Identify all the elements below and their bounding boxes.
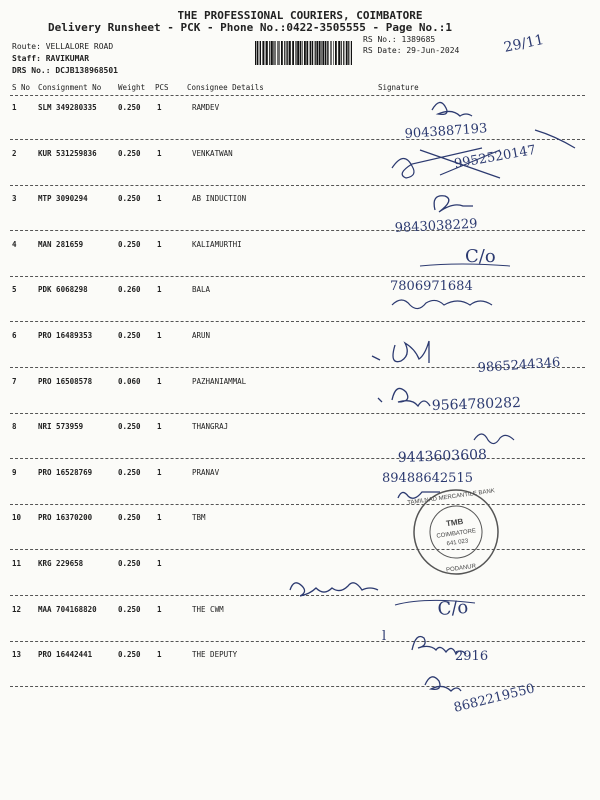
row-consignee: ARUN [192,331,211,340]
row-sno: 9 [12,468,17,477]
row-weight: 0.250 [118,194,141,203]
row-consignee: THE DEPUTY [192,650,238,659]
bank-stamp [406,484,505,579]
row-pcs: 1 [157,513,162,522]
signature-1 [432,102,472,116]
row-sno: 3 [12,194,17,203]
sig-phone-5: 7806971684 [390,279,473,294]
row-divider [10,686,585,687]
row-consignment: MTP 3090294 [38,194,88,203]
signature-7 [378,388,430,406]
sig-phone-2: 9952520147 [453,142,538,172]
row-sno: 2 [12,149,17,158]
row-divider [10,139,585,140]
row-consignment: KRG 229658 [38,559,84,568]
barcode [255,41,355,65]
row-weight: 0.250 [118,513,141,522]
row-weight: 0.250 [118,240,141,249]
col-header-pcs: PCS [155,83,169,92]
row-sno: 6 [12,331,17,340]
stamp-pincode: 641 023 [446,538,469,548]
row-divider [10,367,585,368]
handwritten-mark: 29/11 [502,31,546,56]
row-consignee: BALA [192,285,211,294]
row-consignee: KALIAMURTHI [192,240,242,249]
row-consignment: PRO 16370200 [38,513,93,522]
sig-phone-13: 8682219550 [452,681,537,716]
row-pcs: 1 [157,240,162,249]
sig-co-11: C/o [436,596,469,620]
row-weight: 0.260 [118,285,141,294]
row-consignment: PRO 16528769 [38,468,93,477]
row-consignment: MAA 704168820 [38,605,97,614]
col-header-sno: S No [12,83,31,92]
rs-date: RS Date: 29-Jun-2024 [363,46,460,55]
row-consignment: PRO 16508578 [38,377,93,386]
row-weight: 0.250 [118,468,141,477]
drs-number: DRS No.: DCJB138968501 [12,66,118,75]
sig-phone-1: 9043887193 [404,121,488,142]
row-sno: 10 [12,513,22,522]
row-weight: 0.250 [118,650,141,659]
col-header-consignee: Consignee Details [187,83,264,92]
row-pcs: 1 [157,331,162,340]
sig-phone-3: 9843038229 [394,216,478,236]
signature-13 [425,677,461,691]
row-sno: 4 [12,240,17,249]
row-sno: 7 [12,377,17,386]
stamp-city: COIMBATORE [436,528,477,540]
row-consignee: PAZHANIAMMAL [192,377,247,386]
row-divider [10,504,585,505]
row-weight: 0.250 [118,149,141,158]
row-consignment: PRO 16489353 [38,331,93,340]
col-header-weight: Weight [118,83,146,92]
col-header-signature: Signature [378,83,419,92]
row-pcs: 1 [157,194,162,203]
row-pcs: 1 [157,559,162,568]
row-pcs: 1 [157,468,162,477]
signature-9 [398,492,440,498]
sig-number-12: 2916 [455,649,489,664]
row-divider [10,413,585,414]
row-consignee: RAMDEV [192,103,220,112]
rs-number: RS No.: 1389685 [363,35,436,44]
page-title: THE PROFESSIONAL COURIERS, COIMBATORE [177,9,423,22]
stamp-bottom-text: PODANUR [445,563,477,574]
row-pcs: 1 [157,285,162,294]
signature-12 [412,637,466,655]
row-consignee: TBM [192,513,206,522]
header-divider [10,95,585,96]
row-weight: 0.060 [118,377,141,386]
row-consignment: MAN 281659 [38,240,84,249]
signature-8 [474,434,514,444]
row-consignee: THE CWM [192,605,224,614]
row-weight: 0.250 [118,103,141,112]
sig-phone-6: 9865244346 [477,355,561,376]
row-weight: 0.250 [118,422,141,431]
row-divider [10,641,585,642]
signature-6 [372,341,429,363]
row-consignment: PRO 16442441 [38,650,93,659]
sig-phone-7: 9564780282 [431,394,522,414]
sig-mark-12: l [382,629,387,644]
runsheet-subtitle: Delivery Runsheet - PCK - Phone No.:0422-3505555 - Page No.:1 [48,21,452,34]
staff-label: Staff: RAVIKUMAR [12,54,90,63]
row-weight: 0.250 [118,605,141,614]
row-weight: 0.250 [118,331,141,340]
stamp-outer-text: TAMILNAD MERCANTILE BANK [407,488,496,507]
row-sno: 13 [12,650,22,659]
row-pcs: 1 [157,377,162,386]
row-sno: 5 [12,285,17,294]
row-divider [10,595,585,596]
signature-2 [392,148,482,178]
sig-co-4: C/o [465,246,496,267]
row-sno: 12 [12,605,22,614]
row-sno: 8 [12,422,17,431]
row-pcs: 1 [157,650,162,659]
row-weight: 0.250 [118,559,141,568]
row-divider [10,458,585,459]
row-consignment: KUR 531259836 [38,149,97,158]
row-pcs: 1 [157,422,162,431]
row-divider [10,549,585,550]
row-consignee: THANGRAJ [192,422,229,431]
row-divider [10,321,585,322]
row-pcs: 1 [157,605,162,614]
row-divider [10,276,585,277]
row-divider [10,185,585,186]
row-pcs: 1 [157,149,162,158]
signature-3 [434,196,473,212]
route-label: Route: VELLALORE ROAD [12,42,114,51]
row-sno: 11 [12,559,22,568]
sig-phone-8: 9443603608 [397,446,488,466]
row-divider [10,230,585,231]
row-consignment: PDK 6068298 [38,285,88,294]
row-consignment: SLM 349280335 [38,103,97,112]
row-consignee: VENKATWAN [192,149,233,158]
sig-phone-9: 89488642515 [382,471,473,486]
row-consignee: AB INDUCTION [192,194,247,203]
row-consignee: PRANAV [192,468,220,477]
col-header-consignment: Consignment No [38,83,102,92]
row-consignment: NRI 573959 [38,422,84,431]
stamp-tmb: TMB [445,516,464,529]
signature-5 [392,300,492,309]
row-pcs: 1 [157,103,162,112]
row-sno: 1 [12,103,17,112]
